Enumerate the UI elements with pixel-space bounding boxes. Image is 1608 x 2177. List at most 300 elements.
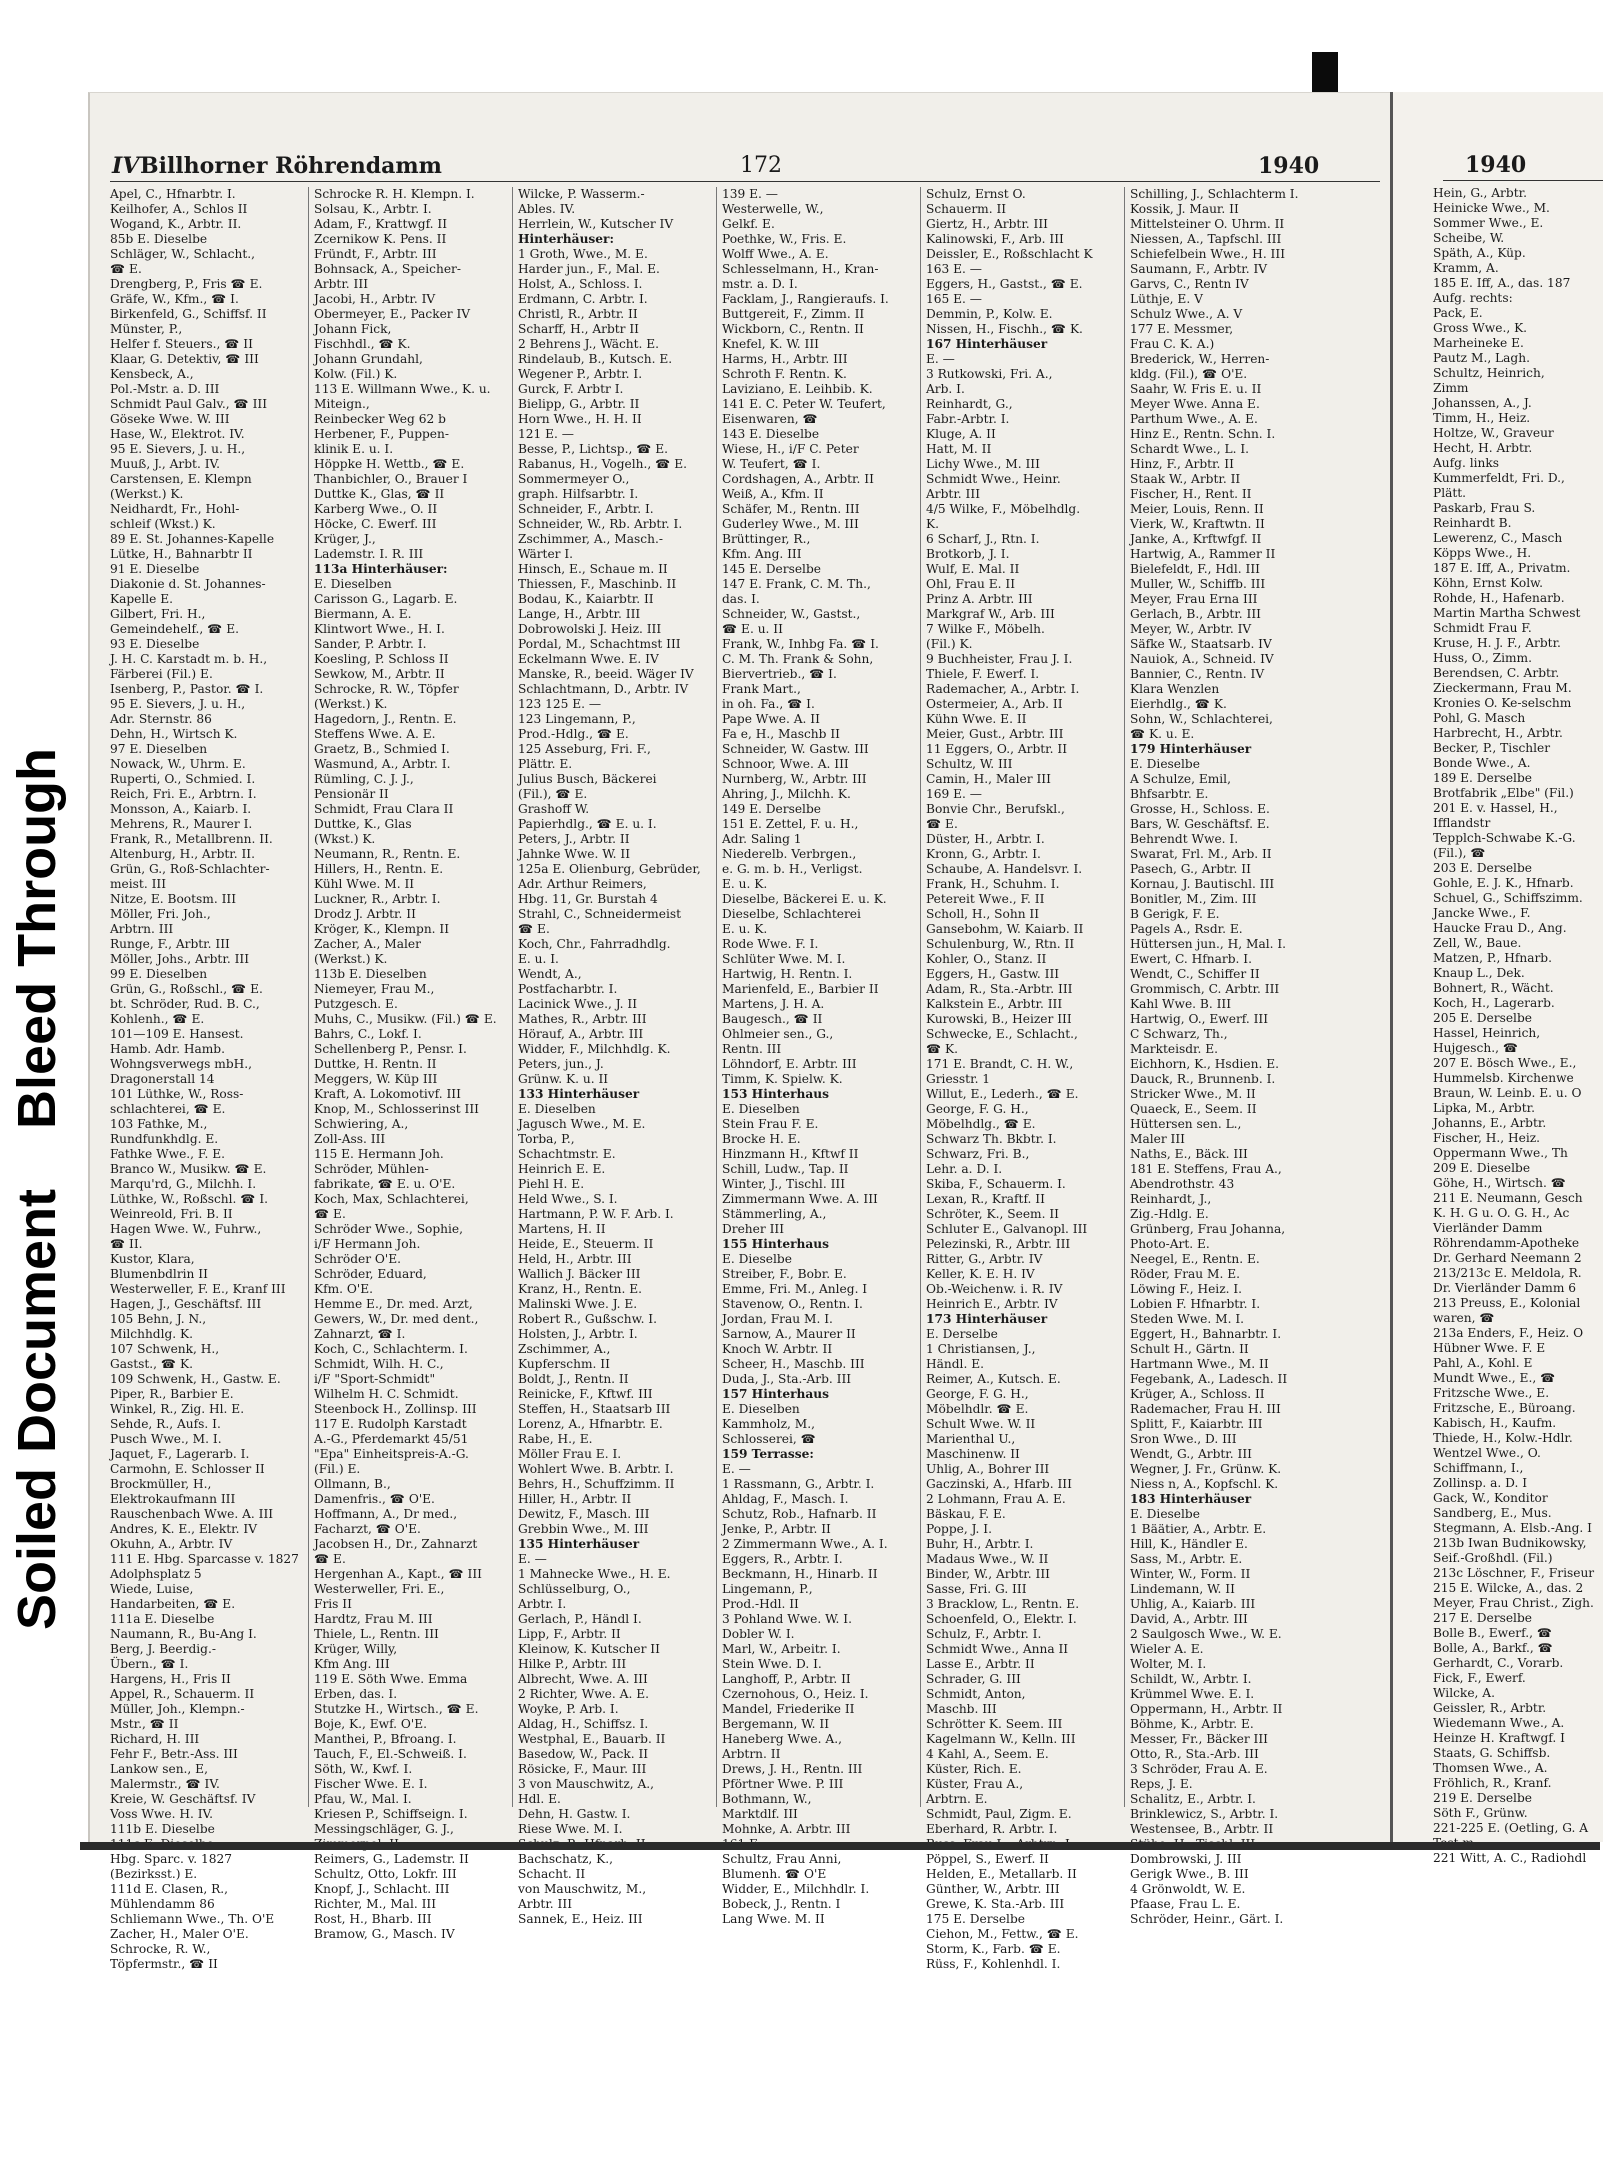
directory-entry: Schnoor, Wwe. A. III bbox=[722, 757, 849, 771]
directory-entry: E. Dieselben bbox=[722, 1102, 800, 1116]
directory-entry: Knopf, J., Schlacht. III bbox=[314, 1882, 450, 1896]
directory-entry: E. — bbox=[518, 1552, 547, 1566]
directory-entry: Schröder, Mühlen- bbox=[314, 1162, 429, 1176]
directory-entry: Hinterhäuser: bbox=[518, 232, 614, 246]
directory-entry: Hecht, H. Arbtr. bbox=[1433, 441, 1533, 455]
directory-entry: Drengberg, P., Fris ☎ E. bbox=[110, 277, 263, 291]
directory-entry: Blumenbdlrin II bbox=[110, 1267, 208, 1281]
directory-entry: Säfke W., Staatsarb. IV bbox=[1130, 637, 1272, 651]
directory-entry: Staats, G. Schiffsb. bbox=[1433, 1746, 1551, 1760]
directory-entry: Koch, Chr., Fahrradhdlg. bbox=[518, 937, 671, 951]
directory-entry: Zschimmer, A., Masch.- bbox=[518, 532, 663, 546]
directory-entry: Bahrs, C., Lokf. I. bbox=[314, 1027, 422, 1041]
directory-entry: Arbtrn. III bbox=[110, 922, 174, 936]
column-divider bbox=[920, 187, 921, 1807]
directory-entry: 111 E. Hbg. Sparcasse v. 1827 bbox=[110, 1552, 299, 1566]
directory-entry: Helfer f. Steuers., ☎ II bbox=[110, 337, 253, 351]
directory-entry: "Epa" Einheitspreis-A.-G. bbox=[314, 1447, 469, 1461]
directory-entry: e. G. m. b. H., Verligst. bbox=[722, 862, 863, 876]
directory-entry: Fischer, H., Rent. II bbox=[1130, 487, 1252, 501]
directory-entry: Peters, J., Arbtr. II bbox=[518, 832, 630, 846]
directory-entry: 217 E. Derselbe bbox=[1433, 1611, 1532, 1625]
directory-entry: Eggers, H., Gastw. III bbox=[926, 967, 1060, 981]
directory-entry: Piper, R., Barbier E. bbox=[110, 1387, 234, 1401]
directory-entry: Pagels A., Rsdr. E. bbox=[1130, 922, 1243, 936]
directory-entry: Grünw. K. u. II bbox=[518, 1072, 609, 1086]
directory-entry: Herbener, F., Puppen- bbox=[314, 427, 449, 441]
directory-entry: Schultz, Heinrich, bbox=[1433, 366, 1545, 380]
directory-entry: 113 E. Willmann Wwe., K. u. bbox=[314, 382, 491, 396]
directory-entry: Thomsen Wwe., A. bbox=[1433, 1761, 1548, 1775]
directory-entry: Hardtz, Frau M. III bbox=[314, 1612, 433, 1626]
directory-entry: Mühlendamm 86 bbox=[110, 1897, 215, 1911]
directory-entry: Schult Wwe. W. II bbox=[926, 1417, 1036, 1431]
directory-entry: Möller Frau E. I. bbox=[518, 1447, 622, 1461]
directory-entry: Geissler, R., Arbtr. bbox=[1433, 1701, 1547, 1715]
directory-entry: Emme, Fri. M., Anleg. I bbox=[722, 1282, 868, 1296]
directory-entry: Sasse, Fri. G. III bbox=[926, 1582, 1027, 1596]
directory-entry: Zieckermann, Frau M. bbox=[1433, 681, 1572, 695]
directory-entry: Jenke, P., Arbtr. II bbox=[722, 1522, 831, 1536]
directory-entry: Arbtr. I. bbox=[518, 1597, 567, 1611]
directory-entry: Brüttinger, R., bbox=[722, 532, 811, 546]
directory-entry: Pförtner Wwe. P. III bbox=[722, 1777, 844, 1791]
directory-entry: Matzen, P., Hfnarb. bbox=[1433, 951, 1552, 965]
directory-entry: Bonde Wwe., A. bbox=[1433, 756, 1531, 770]
directory-entry: Schmidt Wwe., Anna II bbox=[926, 1642, 1069, 1656]
directory-entry: (Fil.) E. bbox=[314, 1462, 361, 1476]
directory-entry: Hartmann Wwe., M. II bbox=[1130, 1357, 1269, 1371]
directory-entry: Holst, A., Schloss. I. bbox=[518, 277, 643, 291]
directory-entry: Bodau, K., Kaiarbtr. II bbox=[518, 592, 654, 606]
directory-entry: 141 E. C. Peter W. Teufert, bbox=[722, 397, 886, 411]
directory-entry: 177 E. Messmer, bbox=[1130, 322, 1234, 336]
directory-entry: Sandberg, E., Mus. bbox=[1433, 1506, 1552, 1520]
side-label bbox=[6, 330, 67, 1630]
directory-entry: Schiffmann, I., bbox=[1433, 1461, 1524, 1475]
directory-entry: Rümling, C. J. J., bbox=[314, 772, 414, 786]
directory-entry: Kabisch, H., Kaufm. bbox=[1433, 1416, 1557, 1430]
directory-entry: Wiedemann Wwe., A. bbox=[1433, 1716, 1565, 1730]
directory-entry: Zimmermann Wwe. A. III bbox=[722, 1192, 878, 1206]
directory-entry: 125a E. Olienburg, Gebrüder, bbox=[518, 862, 701, 876]
directory-entry: Camin, H., Maler III bbox=[926, 772, 1051, 786]
directory-entry: Arbtrn. E. bbox=[926, 1792, 988, 1806]
directory-entry: Steden Wwe. M. I. bbox=[1130, 1312, 1245, 1326]
directory-entry: Schiefelbein Wwe., H. III bbox=[1130, 247, 1286, 261]
directory-entry: Bramow, G., Masch. IV bbox=[314, 1927, 455, 1941]
directory-entry: Mandel, Friederike II bbox=[722, 1702, 855, 1716]
directory-entry: 213b Iwan Budnikowsky, bbox=[1433, 1536, 1587, 1550]
directory-entry: Schalitz, E., Arbtr. I. bbox=[1130, 1792, 1256, 1806]
directory-entry: 3 Schröder, Frau A. E. bbox=[1130, 1762, 1268, 1776]
directory-entry: Wolff Wwe., A. E. bbox=[722, 247, 829, 261]
directory-entry: Röder, Frau M. E. bbox=[1130, 1267, 1241, 1281]
directory-entry: Schluter E., Galvanopl. III bbox=[926, 1222, 1088, 1236]
directory-entry: 123 Lingemann, P., bbox=[518, 712, 636, 726]
scan-bottom-shadow bbox=[80, 1842, 1600, 1850]
directory-entry: 171 E. Brandt, C. H. W., bbox=[926, 1057, 1074, 1071]
directory-entry: Zimm bbox=[1433, 381, 1469, 395]
directory-entry: Krümmel Wwe. E. I. bbox=[1130, 1687, 1255, 1701]
directory-entry: Wärter I. bbox=[518, 547, 574, 561]
directory-entry: 9 Buchheister, Frau J. I. bbox=[926, 652, 1073, 666]
directory-entry: Frau C. K. A.) bbox=[1130, 337, 1215, 351]
directory-entry: Branco W., Musikw. ☎ E. bbox=[110, 1162, 267, 1176]
directory-entry: Robert R., Gußschw. I. bbox=[518, 1312, 658, 1326]
directory-entry: Kapelle E. bbox=[110, 592, 174, 606]
directory-entry: 145 E. Derselbe bbox=[722, 562, 821, 576]
directory-entry: Plättr. E. bbox=[518, 757, 573, 771]
directory-entry: Arb. I. bbox=[926, 382, 965, 396]
directory-entry: Hergenhan A., Kapt., ☎ III bbox=[314, 1567, 482, 1581]
directory-entry: kldg. (Fil.), ☎ O'E. bbox=[1130, 367, 1248, 381]
directory-entry: Schardt Wwe., L. I. bbox=[1130, 442, 1250, 456]
directory-entry: Westerweller, Fri. E., bbox=[314, 1582, 445, 1596]
directory-entry: Facharzt, ☎ O'E. bbox=[314, 1522, 421, 1536]
directory-entry: ☎ E. u. II bbox=[722, 622, 783, 636]
directory-entry: Poppe, J. I. bbox=[926, 1522, 992, 1536]
directory-entry: Luckner, R., Arbtr. I. bbox=[314, 892, 441, 906]
directory-entry: Saumann, F., Arbtr. IV bbox=[1130, 262, 1268, 276]
directory-entry: Bohnsack, A., Speicher- bbox=[314, 262, 461, 276]
directory-entry: 151 E. Zettel, F. u. H., bbox=[722, 817, 859, 831]
directory-entry: 2 Richter, Wwe. A. E. bbox=[518, 1687, 649, 1701]
directory-entry: Ollmann, B., bbox=[314, 1477, 391, 1491]
directory-entry: Ruperti, O., Schmied. I. bbox=[110, 772, 256, 786]
directory-entry: Hbg. 11, Gr. Burstah 4 bbox=[518, 892, 658, 906]
directory-entry: Wiede, Luise, bbox=[110, 1582, 194, 1596]
directory-entry: Uhlig, A., Bohrer III bbox=[926, 1462, 1050, 1476]
directory-entry: Griesstr. 1 bbox=[926, 1072, 991, 1086]
directory-entry: Röhrendamm-Apotheke bbox=[1433, 1236, 1580, 1250]
directory-entry: Hinzmann H., Kftwf II bbox=[722, 1147, 859, 1161]
directory-entry: 2 Zimmermann Wwe., A. I. bbox=[722, 1537, 888, 1551]
directory-entry: Dreher III bbox=[722, 1222, 785, 1236]
directory-entry: Storm, K., Farb. ☎ E. bbox=[926, 1942, 1061, 1956]
directory-entry: Thiessen, F., Maschinb. II bbox=[518, 577, 677, 591]
directory-entry: Wieler A. E. bbox=[1130, 1642, 1204, 1656]
directory-entry: Pasech, G., Arbtr. II bbox=[1130, 862, 1251, 876]
directory-entry: mstr. a. D. I. bbox=[722, 277, 798, 291]
directory-entry: Hase, W., Elektrot. IV. bbox=[110, 427, 245, 441]
directory-entry: Wegener P., Arbtr. I. bbox=[518, 367, 643, 381]
directory-entry: Wulf, E. Mal. II bbox=[926, 562, 1020, 576]
directory-entry: Schulz Wwe., A. V bbox=[1130, 307, 1243, 321]
directory-entry: Westphal, E., Bauarb. II bbox=[518, 1732, 666, 1746]
directory-entry: Marienfeld, E., Barbier II bbox=[722, 982, 879, 996]
directory-entry: Dieselbe, Schlachterei bbox=[722, 907, 861, 921]
directory-entry: Kreie, W. Geschäftsf. IV bbox=[110, 1792, 256, 1806]
directory-entry: Koch, H., Lagerarb. bbox=[1433, 996, 1555, 1010]
directory-entry: Brederick, W., Herren- bbox=[1130, 352, 1270, 366]
next-page-rule bbox=[1443, 180, 1603, 181]
directory-entry: Heinicke Wwe., M. bbox=[1433, 201, 1550, 215]
directory-entry: Fathke Wwe., F. E. bbox=[110, 1147, 225, 1161]
directory-entry: 211 E. Neumann, Gesch bbox=[1433, 1191, 1583, 1205]
next-page-year: 1940 bbox=[1465, 152, 1527, 178]
directory-entry: Mohnke, A. Arbtr. III bbox=[722, 1822, 851, 1836]
directory-entry: Janke, A., Krftwfgf. II bbox=[1130, 532, 1262, 546]
directory-entry: (Wkst.) K. bbox=[314, 832, 376, 846]
directory-entry: Vierk, W., Kraftwtn. II bbox=[1130, 517, 1265, 531]
directory-entry: Wendt, G., Arbtr. III bbox=[1130, 1447, 1252, 1461]
directory-entry: Mundt Wwe., E., ☎ bbox=[1433, 1371, 1556, 1385]
directory-entry: 2 Behrens J., Wächt. E. bbox=[518, 337, 660, 351]
directory-entry: Johann Fick, bbox=[314, 322, 392, 336]
directory-entry: Jahnke Wwe. W. II bbox=[518, 847, 631, 861]
directory-entry: Händl. E. bbox=[926, 1357, 984, 1371]
directory-entry: Adam, R., Sta.-Arbtr. III bbox=[926, 982, 1073, 996]
directory-entry: A.-G., Pferdemarkt 45/51 bbox=[314, 1432, 469, 1446]
directory-entry: Hartmann, P. W. F. Arb. I. bbox=[518, 1207, 674, 1221]
directory-entry: Gerlach, P., Händl I. bbox=[518, 1612, 642, 1626]
directory-entry: 119 E. Söth Wwe. Emma bbox=[314, 1672, 468, 1686]
directory-entry: schleif (Wkst.) K. bbox=[110, 517, 216, 531]
directory-entry: Brotkorb, J. I. bbox=[926, 547, 1010, 561]
directory-entry: David, A., Arbtr. III bbox=[1130, 1612, 1248, 1626]
directory-entry: Brotfabrik „Elbe" (Fil.) bbox=[1433, 786, 1574, 800]
directory-entry: Jagusch Wwe., M. E. bbox=[518, 1117, 646, 1131]
header-rule bbox=[110, 181, 1380, 182]
directory-entry: Milchhdlg. K. bbox=[110, 1327, 194, 1341]
directory-entry: Rohde, H., Hafenarb. bbox=[1433, 591, 1565, 605]
directory-entry: Westensee, B., Arbtr. II bbox=[1130, 1822, 1274, 1836]
directory-entry: 179 Hinterhäuser bbox=[1130, 742, 1252, 756]
directory-entry: Schröter, K., Seem. II bbox=[926, 1207, 1059, 1221]
directory-entry: Niederelb. Verbrgen., bbox=[722, 847, 857, 861]
directory-entry: Cordshagen, A., Arbtr. II bbox=[722, 472, 874, 486]
directory-entry: Schneider, W. Gastw. III bbox=[722, 742, 869, 756]
directory-entry: Buhr, H., Arbtr. I. bbox=[926, 1537, 1034, 1551]
directory-entry: Schulz, Ernst O. bbox=[926, 187, 1026, 201]
directory-entry: Färberei (Fil.) E. bbox=[110, 667, 213, 681]
directory-entry: Willut, E., Lederh., ☎ E. bbox=[926, 1087, 1079, 1101]
directory-entry: 111a E. Dieselbe bbox=[110, 1612, 215, 1626]
directory-entry: Kupferschm. II bbox=[518, 1357, 610, 1371]
directory-entry: Langhoff, P., Arbtr. II bbox=[722, 1672, 851, 1686]
directory-entry: Obermeyer, E., Packer IV bbox=[314, 307, 471, 321]
directory-entry: Grünberg, Frau Johanna, bbox=[1130, 1222, 1286, 1236]
directory-entry: Hinz E., Rentn. Schn. I. bbox=[1130, 427, 1276, 441]
directory-entry: Uhlig, A., Kaiarb. III bbox=[1130, 1597, 1256, 1611]
directory-entry: Hillers, H., Rentn. E. bbox=[314, 862, 444, 876]
directory-entry: 113a Hinterhäuser: bbox=[314, 562, 448, 576]
directory-entry: Weinreold, Fri. B. II bbox=[110, 1207, 233, 1221]
directory-entry: 175 E. Derselbe bbox=[926, 1912, 1025, 1926]
directory-entry: Fris II bbox=[314, 1597, 352, 1611]
directory-entry: Bielefeldt, F., Hdl. III bbox=[1130, 562, 1260, 576]
directory-entry: Niemeyer, Frau M., bbox=[314, 982, 435, 996]
directory-entry: Gansebohm, W. Kaiarb. II bbox=[926, 922, 1084, 936]
directory-entry: Drodz J. Arbtr. II bbox=[314, 907, 416, 921]
directory-entry: Baugesch., ☎ II bbox=[722, 1012, 823, 1026]
directory-entry: 2 Saulgosch Wwe., W. E. bbox=[1130, 1627, 1282, 1641]
directory-entry: Koesling, P. Schloss II bbox=[314, 652, 449, 666]
directory-entry: Adr. Saling 1 bbox=[722, 832, 802, 846]
column-4 bbox=[722, 187, 916, 1926]
directory-entry: Appel, R., Schauerm. II bbox=[110, 1687, 255, 1701]
directory-entry: Dr. Gerhard Neemann 2 bbox=[1433, 1251, 1582, 1265]
directory-entry: Thiede, H., Kolw.-Hdlr. bbox=[1433, 1431, 1573, 1445]
directory-entry: Zacher, A., Maler bbox=[314, 937, 421, 951]
directory-entry: (Werkst.) K. bbox=[314, 952, 388, 966]
directory-entry: Bolle, A., Barkf., ☎ bbox=[1433, 1641, 1553, 1655]
directory-entry: (Bezirksst.) E. bbox=[110, 1867, 198, 1881]
directory-entry: Basedow, W., Pack. II bbox=[518, 1747, 649, 1761]
directory-entry: Eierhdlg., ☎ K. bbox=[1130, 697, 1227, 711]
directory-entry: 183 Hinterhäuser bbox=[1130, 1492, 1252, 1506]
directory-entry: 95 E. Sievers, J. u. H., bbox=[110, 442, 246, 456]
directory-entry: Karberg Wwe., O. II bbox=[314, 502, 438, 516]
directory-entry: 165 E. — bbox=[926, 292, 982, 306]
directory-entry: Marienthal U., bbox=[926, 1432, 1016, 1446]
directory-entry: Manske, R., beeid. Wäger IV bbox=[518, 667, 694, 681]
directory-entry: Aufg. links bbox=[1433, 456, 1499, 470]
directory-entry: Grashoff W. bbox=[518, 802, 590, 816]
directory-entry: Wickborn, C., Rentn. II bbox=[722, 322, 864, 336]
directory-entry: Steffens Wwe. A. E. bbox=[314, 727, 436, 741]
directory-entry: A Schulze, Emil, bbox=[1130, 772, 1231, 786]
directory-entry: Apel, C., Hfnarbtr. I. bbox=[110, 187, 236, 201]
directory-entry: Schoenfeld, O., Elektr. I. bbox=[926, 1612, 1077, 1626]
directory-entry: Hübner Wwe. F. E bbox=[1433, 1341, 1546, 1355]
directory-entry: Zschimmer, A., bbox=[518, 1342, 611, 1356]
directory-entry: Dauck, R., Brunnenb. I. bbox=[1130, 1072, 1276, 1086]
directory-entry: Johanssen, A., J. bbox=[1433, 396, 1532, 410]
directory-entry: ☎ K. bbox=[926, 1042, 959, 1056]
directory-entry: Schliemann Wwe., Th. O'E bbox=[110, 1912, 275, 1926]
directory-entry: Lacinick Wwe., J. II bbox=[518, 997, 638, 1011]
directory-entry: Krüger, A., Schloss. II bbox=[1130, 1387, 1265, 1401]
directory-entry: Sohn, W., Schlachterei, bbox=[1130, 712, 1273, 726]
directory-entry: Carisson G., Lagarb. E. bbox=[314, 592, 458, 606]
column-divider bbox=[512, 187, 513, 1807]
directory-entry: Schutz, Rob., Hafnarb. II bbox=[722, 1507, 877, 1521]
directory-entry: 207 E. Bösch Wwe., E., bbox=[1433, 1056, 1577, 1070]
directory-entry: Streiber, F., Bobr. E. bbox=[722, 1267, 847, 1281]
directory-entry: Monsson, A., Kaiarb. I. bbox=[110, 802, 252, 816]
directory-entry: Pack, E. bbox=[1433, 306, 1483, 320]
directory-entry: Wohngsverwegs mbH., bbox=[110, 1057, 253, 1071]
directory-entry: Richter, M., Mal. III bbox=[314, 1897, 437, 1911]
directory-entry: Reimers, G., Lademstr. II bbox=[314, 1852, 469, 1866]
directory-entry: Hemme E., Dr. med. Arzt, bbox=[314, 1297, 473, 1311]
directory-entry: Schilling, J., Schlachterm I. bbox=[1130, 187, 1299, 201]
directory-entry: Scheibe, W. bbox=[1433, 231, 1505, 245]
directory-entry: Grewe, K. Sta.-Arb. III bbox=[926, 1897, 1065, 1911]
directory-entry: Schrocke R. H. Klempn. I. bbox=[314, 187, 475, 201]
directory-entry: Diakonie d. St. Johannes- bbox=[110, 577, 266, 591]
directory-entry: Bohnert, R., Wächt. bbox=[1433, 981, 1554, 995]
directory-entry: Ritter, G., Arbtr. IV bbox=[926, 1252, 1043, 1266]
directory-entry: Gurck, F. Arbtr I. bbox=[518, 382, 624, 396]
directory-entry: Elektrokaufmann III bbox=[110, 1492, 236, 1506]
directory-entry: Bergemann, W. II bbox=[722, 1717, 830, 1731]
directory-entry: Riese Wwe. M. I. bbox=[518, 1822, 623, 1836]
directory-entry: Bothmann, W., bbox=[722, 1792, 812, 1806]
directory-entry: 201 E. v. Hassel, H., bbox=[1433, 801, 1558, 815]
directory-entry: Pfaase, Frau L. E. bbox=[1130, 1897, 1241, 1911]
directory-entry: Braun, W. Leinb. E. u. O bbox=[1433, 1086, 1582, 1100]
directory-entry: Widder, F., Milchhdlg. K. bbox=[518, 1042, 671, 1056]
directory-entry: Wasmund, A., Arbtr. I. bbox=[314, 757, 451, 771]
directory-entry: Ewert, C. Hfnarb. I. bbox=[1130, 952, 1252, 966]
directory-entry: Kleinow, K. Kutscher II bbox=[518, 1642, 660, 1656]
directory-entry: Miteign., bbox=[314, 397, 370, 411]
directory-entry: Gerhardt, C., Vorarb. bbox=[1433, 1656, 1564, 1670]
directory-entry: Boje, K., Ewf. O'E. bbox=[314, 1717, 428, 1731]
directory-entry: Möller, Johs., Arbtr. III bbox=[110, 952, 250, 966]
directory-entry: 101—109 E. Hansest. bbox=[110, 1027, 244, 1041]
directory-entry: J. H. C. Karstadt m. b. H., bbox=[110, 652, 268, 666]
directory-entry: das. I. bbox=[722, 592, 760, 606]
directory-entry: Stämmerling, A., bbox=[722, 1207, 827, 1221]
directory-entry: Martin Martha Schwest bbox=[1433, 606, 1581, 620]
directory-entry: George, F. G. H., bbox=[926, 1102, 1029, 1116]
directory-entry: Altenburg, H., Arbtr. II. bbox=[110, 847, 255, 861]
section-number: IV bbox=[112, 153, 140, 179]
directory-entry: Möbelhdlr. ☎ E. bbox=[926, 1402, 1029, 1416]
directory-entry: Zacher, H., Maler O'E. bbox=[110, 1927, 249, 1941]
directory-entry: Grün, G., Roß-Schlachter- bbox=[110, 862, 270, 876]
directory-entry: Meyer, Frau Erna III bbox=[1130, 592, 1258, 606]
directory-entry: Lexan, R., Kraftf. II bbox=[926, 1192, 1045, 1206]
directory-entry: i/F Hermann Joh. bbox=[314, 1237, 421, 1251]
directory-entry: Postfacharbtr. I. bbox=[518, 982, 618, 996]
directory-entry: schlachterei, ☎ E. bbox=[110, 1102, 226, 1116]
directory-entry: Lewerenz, C., Masch bbox=[1433, 531, 1563, 545]
directory-entry: E. — bbox=[926, 352, 955, 366]
directory-entry: Voss Wwe. H. IV. bbox=[110, 1807, 214, 1821]
directory-entry: Carmohn, E. Schlosser II bbox=[110, 1462, 265, 1476]
directory-entry: Niessen, A., Tapfschl. III bbox=[1130, 232, 1282, 246]
directory-entry: 1 Mahnecke Wwe., H. E. bbox=[518, 1567, 671, 1581]
directory-entry: Gewers, W., Dr. med dent., bbox=[314, 1312, 479, 1326]
directory-entry: 103 Fathke, M., bbox=[110, 1117, 208, 1131]
directory-entry: Bobeck, J., Rentn. I bbox=[722, 1897, 841, 1911]
directory-entry: Skiba, F., Schauerm. I. bbox=[926, 1177, 1066, 1191]
directory-entry: Zoll-Ass. III bbox=[314, 1132, 386, 1146]
directory-entry: Kluge, A. II bbox=[926, 427, 996, 441]
directory-entry: Guderley Wwe., M. III bbox=[722, 517, 859, 531]
directory-entry: Pape Wwe. A. II bbox=[722, 712, 820, 726]
directory-entry: Lehr. a. D. I. bbox=[926, 1162, 1003, 1176]
directory-entry: Schwarz, Fri. B., bbox=[926, 1147, 1030, 1161]
directory-entry: Möbelhdlg., ☎ E. bbox=[926, 1117, 1036, 1131]
directory-entry: Splitt, F., Kaiarbtr. III bbox=[1130, 1417, 1263, 1431]
directory-entry: Meyer, Frau Christ., Zigh. bbox=[1433, 1596, 1594, 1610]
directory-entry: Westerwelle, W., bbox=[722, 202, 824, 216]
directory-entry: E. Dieselben bbox=[722, 1402, 800, 1416]
directory-entry: W. Teufert, ☎ I. bbox=[722, 457, 821, 471]
directory-entry: Markgraf W., Arb. III bbox=[926, 607, 1055, 621]
directory-entry: Reinicke, F., Kftwf. III bbox=[518, 1387, 653, 1401]
directory-entry: ☎ E. bbox=[926, 817, 958, 831]
directory-entry: Gross Wwe., K. bbox=[1433, 321, 1528, 335]
directory-entry: Heide, E., Steuerm. II bbox=[518, 1237, 654, 1251]
directory-entry: Marl, W., Arbeitr. I. bbox=[722, 1642, 841, 1656]
directory-entry: Kfm. Ang. III bbox=[722, 547, 802, 561]
directory-entry: Otto, R., Sta.-Arb. III bbox=[1130, 1747, 1259, 1761]
directory-entry: 2 Lohmann, Frau A. E. bbox=[926, 1492, 1066, 1506]
directory-entry: Schmidt Wwe., Heinr. bbox=[926, 472, 1061, 486]
page-number: 172 bbox=[740, 153, 782, 178]
directory-entry: Dr. Vierländer Damm 6 bbox=[1433, 1281, 1577, 1295]
directory-entry: Deissler, E., Roßschlacht K bbox=[926, 247, 1093, 261]
directory-entry: Solsau, K., Arbtr. I. bbox=[314, 202, 432, 216]
directory-entry: C Schwarz, Th., bbox=[1130, 1027, 1228, 1041]
